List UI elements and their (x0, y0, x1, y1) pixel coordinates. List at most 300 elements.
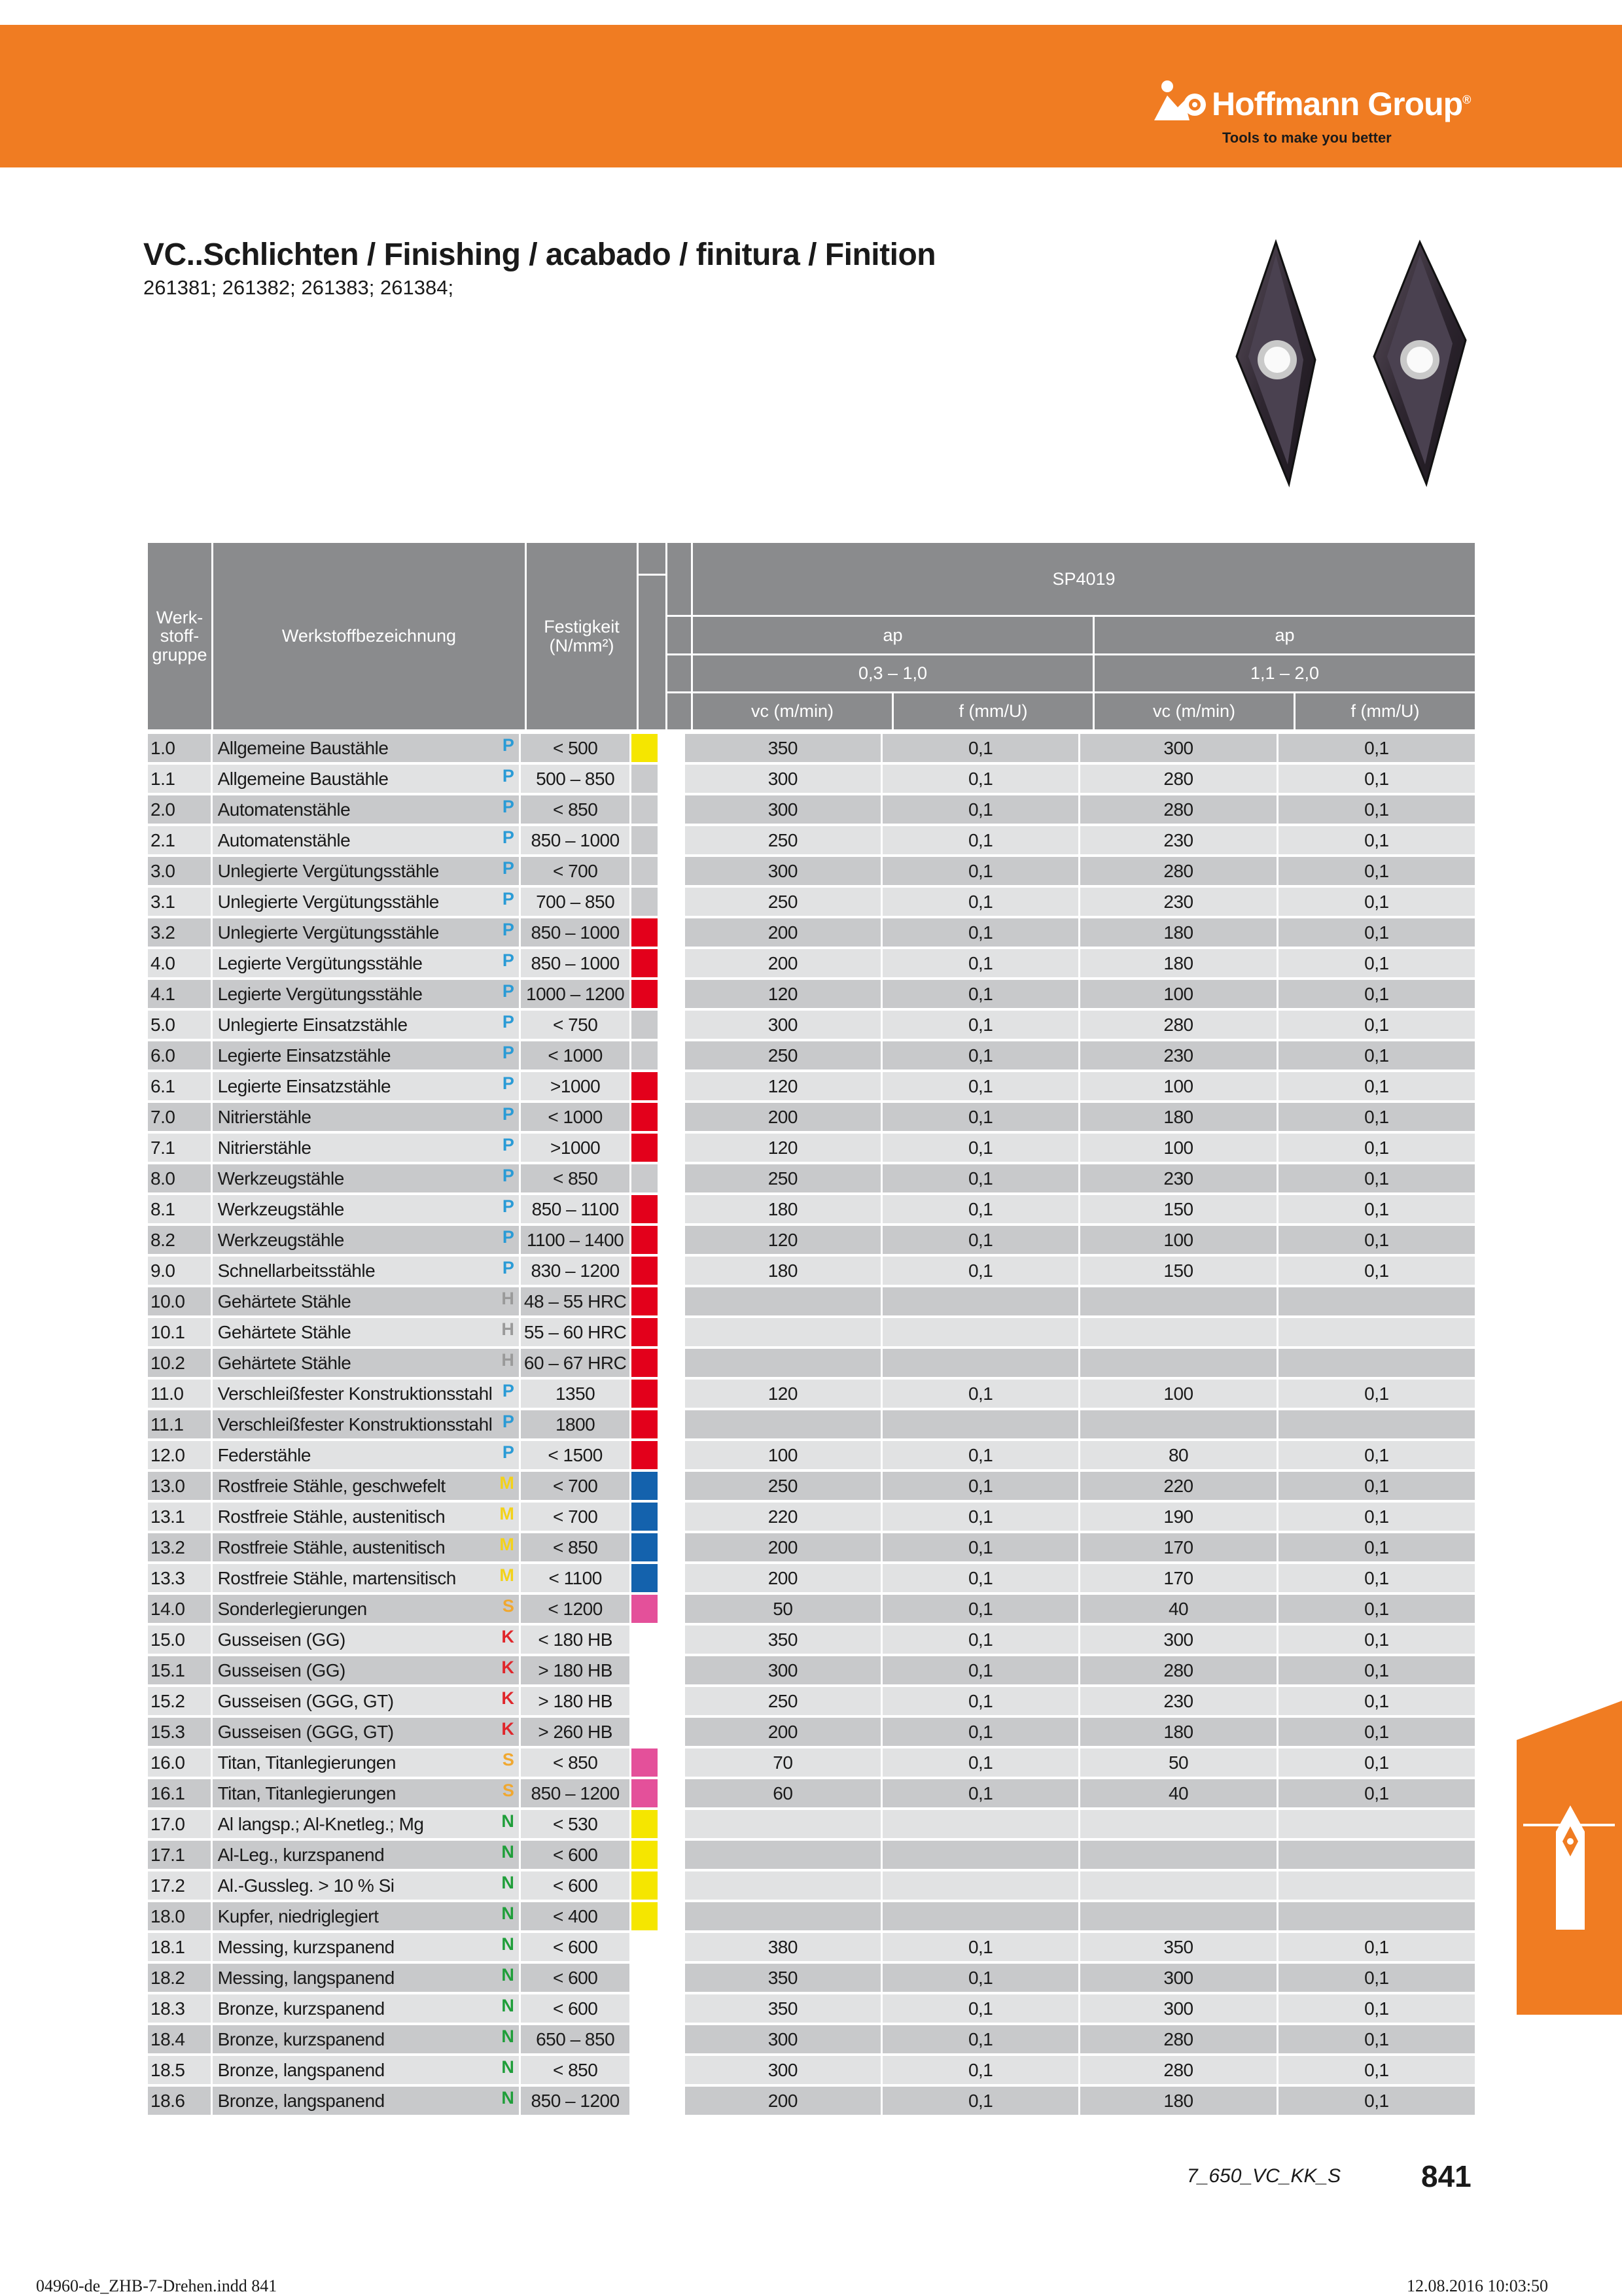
vc-value-range1: 250 (685, 1041, 881, 1070)
iso-group-letter: P (502, 1196, 514, 1216)
vc-value-range1: 300 (685, 1011, 881, 1039)
color-indicator (631, 1871, 658, 1900)
material-name (213, 1718, 520, 1746)
material-group: 18.2 (148, 1964, 211, 1992)
f-value-range1: 0,1 (883, 857, 1078, 885)
header-range-1: 0,3 – 1,0 (693, 655, 1093, 691)
table-row (148, 1839, 1475, 1870)
f-value-range2: 0,1 (1278, 949, 1475, 977)
iso-group-letter: H (501, 1289, 514, 1308)
iso-group-letter: M (499, 1565, 514, 1585)
vc-value-range2 (1080, 1810, 1276, 1838)
column-gap (660, 1841, 682, 1869)
material-strength: 850 – 1200 (521, 2087, 629, 2115)
material-name-text: Allgemeine Baustähle (217, 737, 389, 758)
vc-value-range1 (685, 1871, 881, 1900)
turning-section-tab (1517, 1701, 1622, 2015)
f-value-range2: 0,1 (1278, 1779, 1475, 1807)
f-value-range1: 0,1 (883, 1195, 1078, 1223)
print-slug-left: 04960-de_ZHB-7-Drehen.indd 841 (36, 2276, 277, 2295)
material-name (213, 2025, 520, 2053)
material-strength: >1000 (521, 1072, 629, 1100)
vc-value-range1: 120 (685, 1072, 881, 1100)
f-value-range1: 0,1 (883, 1072, 1078, 1100)
color-indicator (631, 857, 658, 885)
color-indicator (631, 1410, 658, 1438)
f-value-range2: 0,1 (1278, 1134, 1475, 1162)
f-value-range2: 0,1 (1278, 1257, 1475, 1285)
hoffmann-logo (1152, 72, 1492, 150)
column-gap (660, 1472, 682, 1500)
vc-value-range1: 300 (685, 795, 881, 824)
color-indicator (631, 1011, 658, 1039)
iso-group-letter: H (501, 1350, 514, 1370)
material-name-text: Legierte Einsatzstähle (217, 1045, 391, 1066)
f-value-range1 (883, 1902, 1078, 1930)
f-value-range2 (1278, 1902, 1475, 1930)
vc-value-range1: 200 (685, 918, 881, 947)
column-gap (660, 1933, 682, 1961)
material-strength: < 1100 (521, 1564, 629, 1592)
table-row (148, 1747, 1475, 1778)
f-value-range2: 0,1 (1278, 1687, 1475, 1715)
table-row (148, 1501, 1475, 1532)
column-gap (660, 1902, 682, 1930)
f-value-range2: 0,1 (1278, 1503, 1475, 1531)
vc-value-range2: 180 (1080, 1718, 1276, 1746)
color-indicator (631, 1441, 658, 1469)
header-range-2: 1,1 – 2,0 (1095, 655, 1475, 691)
material-strength: 1350 (521, 1380, 629, 1408)
material-name-text: Rostfreie Stähle, austenitisch (217, 1506, 446, 1527)
vc-value-range1: 200 (685, 1103, 881, 1131)
iso-group-letter: P (502, 981, 514, 1001)
f-value-range2: 0,1 (1278, 1380, 1475, 1408)
vc-value-range1 (685, 1902, 881, 1930)
vc-value-range2: 300 (1080, 734, 1276, 762)
vc-value-range2: 300 (1080, 1994, 1276, 2023)
vc-value-range2 (1080, 1349, 1276, 1377)
vc-value-range2: 180 (1080, 949, 1276, 977)
f-value-range2: 0,1 (1278, 826, 1475, 854)
material-group: 7.0 (148, 1103, 211, 1131)
f-value-range2: 0,1 (1278, 2025, 1475, 2053)
material-group: 11.0 (148, 1380, 211, 1408)
vc-value-range2: 100 (1080, 1380, 1276, 1408)
f-value-range2: 0,1 (1278, 765, 1475, 793)
brand-tagline: Tools to make you better (1222, 130, 1392, 146)
material-name-text: Titan, Titanlegierungen (217, 1783, 396, 1803)
f-value-range1: 0,1 (883, 1595, 1078, 1623)
material-strength: < 600 (521, 1841, 629, 1869)
material-name-text: Werkzeugstähle (217, 1168, 344, 1189)
f-value-range1: 0,1 (883, 1380, 1078, 1408)
vc-value-range1 (685, 1841, 881, 1869)
material-group: 18.6 (148, 2087, 211, 2115)
iso-group-letter: P (502, 858, 514, 878)
material-group: 1.0 (148, 734, 211, 762)
vc-value-range2: 180 (1080, 918, 1276, 947)
material-group: 16.1 (148, 1779, 211, 1807)
color-indicator (631, 1933, 658, 1961)
material-strength: < 700 (521, 1472, 629, 1500)
iso-group-letter: K (501, 1719, 514, 1739)
f-value-range2: 0,1 (1278, 1226, 1475, 1254)
vc-value-range2: 100 (1080, 980, 1276, 1008)
iso-group-letter: N (501, 1904, 514, 1923)
iso-group-letter: P (502, 1227, 514, 1247)
column-gap (660, 1072, 682, 1100)
header-gap-4 (667, 693, 691, 729)
material-strength: < 500 (521, 734, 629, 762)
f-value-range1: 0,1 (883, 949, 1078, 977)
vc-value-range1 (685, 1349, 881, 1377)
material-group: 7.1 (148, 1134, 211, 1162)
column-gap (660, 980, 682, 1008)
material-name-text: Unlegierte Vergütungsstähle (217, 860, 439, 881)
column-gap (660, 1626, 682, 1654)
column-gap (660, 1041, 682, 1070)
table-row (148, 856, 1475, 886)
material-strength: < 600 (521, 1994, 629, 2023)
material-strength: 55 – 60 HRC (521, 1318, 629, 1346)
table-row (148, 1163, 1475, 1194)
table-row (148, 1317, 1475, 1348)
material-name-text: Messing, langspanend (217, 1967, 395, 1988)
color-indicator (631, 2025, 658, 2053)
material-name-text: Al.-Gussleg. > 10 % Si (217, 1875, 395, 1896)
f-value-range1 (883, 1349, 1078, 1377)
material-name-text: Al-Leg., kurzspanend (217, 1844, 385, 1865)
f-value-range2: 0,1 (1278, 980, 1475, 1008)
vc-value-range1: 50 (685, 1595, 881, 1623)
f-value-range1: 0,1 (883, 1748, 1078, 1777)
table-row (148, 1962, 1475, 1993)
f-value-range2 (1278, 1410, 1475, 1438)
color-indicator (631, 1964, 658, 1992)
iso-group-letter: S (502, 1596, 514, 1616)
f-value-range1: 0,1 (883, 2087, 1078, 2115)
table-row (148, 1348, 1475, 1378)
vc-value-range2: 280 (1080, 1656, 1276, 1684)
material-group: 3.1 (148, 888, 211, 916)
column-gap (660, 2087, 682, 2115)
vc-value-range1: 380 (685, 1933, 881, 1961)
f-value-range2: 0,1 (1278, 2056, 1475, 2084)
f-value-range1: 0,1 (883, 1533, 1078, 1561)
table-row (148, 1901, 1475, 1932)
material-group: 8.1 (148, 1195, 211, 1223)
material-strength: 850 – 1000 (521, 949, 629, 977)
vc-value-range1: 180 (685, 1257, 881, 1285)
material-name (213, 918, 520, 947)
material-name (213, 1410, 520, 1438)
f-value-range2 (1278, 1287, 1475, 1315)
material-name-text: Gehärtete Stähle (217, 1291, 351, 1312)
f-value-range1: 0,1 (883, 1656, 1078, 1684)
material-group: 13.1 (148, 1503, 211, 1531)
f-value-range1: 0,1 (883, 1441, 1078, 1469)
f-value-range1 (883, 1287, 1078, 1315)
f-value-range1 (883, 1841, 1078, 1869)
table-row (148, 948, 1475, 979)
vc-value-range1: 250 (685, 1472, 881, 1500)
f-value-range1: 0,1 (883, 1103, 1078, 1131)
material-strength: 1100 – 1400 (521, 1226, 629, 1254)
iso-group-letter: S (502, 1781, 514, 1800)
column-gap (660, 1103, 682, 1131)
table-row (148, 2085, 1475, 2116)
material-name-text: Gusseisen (GG) (217, 1629, 345, 1650)
material-name (213, 1287, 520, 1315)
iso-group-letter: P (502, 1412, 514, 1431)
material-group: 11.1 (148, 1410, 211, 1438)
color-indicator (631, 1595, 658, 1623)
vc-value-range1: 200 (685, 2087, 881, 2115)
header-ap-2: ap (1095, 617, 1475, 653)
brand-name: Hoffmann Group® (1212, 86, 1471, 122)
material-name (213, 1994, 520, 2023)
material-strength: 830 – 1200 (521, 1257, 629, 1285)
material-name-text: Rostfreie Stähle, martensitisch (217, 1567, 456, 1588)
material-name (213, 1011, 520, 1039)
column-gap (660, 888, 682, 916)
material-name-text: Gehärtete Stähle (217, 1321, 351, 1342)
material-name (213, 1072, 520, 1100)
material-strength: < 850 (521, 2056, 629, 2084)
iso-group-letter: N (501, 2088, 514, 2108)
table-row (148, 1440, 1475, 1470)
vc-value-range2: 100 (1080, 1226, 1276, 1254)
header-gap-2 (667, 617, 691, 653)
iso-group-letter: P (502, 735, 514, 755)
vc-value-range2: 100 (1080, 1134, 1276, 1162)
header-gap-3 (667, 655, 691, 691)
material-name (213, 1533, 520, 1561)
vc-value-range2: 230 (1080, 888, 1276, 916)
column-gap (660, 1656, 682, 1684)
material-name (213, 795, 520, 824)
vc-value-range2 (1080, 1318, 1276, 1346)
material-name-text: Bronze, langspanend (217, 2059, 385, 2080)
vc-value-range1 (685, 1318, 881, 1346)
column-gap (660, 734, 682, 762)
material-name-text: Bronze, kurzspanend (217, 2028, 385, 2049)
iso-group-letter: P (502, 1442, 514, 1462)
column-gap (660, 1595, 682, 1623)
material-name (213, 949, 520, 977)
vc-value-range2: 40 (1080, 1779, 1276, 1807)
material-name (213, 1933, 520, 1961)
material-group: 18.3 (148, 1994, 211, 2023)
header-designation: Werkstoffbezeichnung (213, 543, 525, 729)
table-row (148, 917, 1475, 948)
f-value-range1: 0,1 (883, 1011, 1078, 1039)
color-indicator (631, 1041, 658, 1070)
table-row (148, 2055, 1475, 2085)
f-value-range1: 0,1 (883, 1626, 1078, 1654)
vc-value-range2 (1080, 1871, 1276, 1900)
material-name (213, 1687, 520, 1715)
f-value-range2: 0,1 (1278, 857, 1475, 885)
table-row (148, 763, 1475, 794)
material-name (213, 765, 520, 793)
color-indicator (631, 1318, 658, 1346)
header-vc-1: vc (m/min) (693, 693, 892, 729)
color-indicator (631, 1994, 658, 2023)
f-value-range1: 0,1 (883, 2025, 1078, 2053)
material-name-text: Schnellarbeitsstähle (217, 1260, 376, 1281)
vc-value-range1: 300 (685, 2025, 881, 2053)
iso-group-letter: N (501, 2026, 514, 2046)
material-strength: > 260 HB (521, 1718, 629, 1746)
material-name (213, 1195, 520, 1223)
material-group: 18.5 (148, 2056, 211, 2084)
f-value-range1: 0,1 (883, 1472, 1078, 1500)
f-value-range2: 0,1 (1278, 1011, 1475, 1039)
table-row (148, 1040, 1475, 1071)
vc-value-range2: 280 (1080, 857, 1276, 885)
material-name (213, 2087, 520, 2115)
column-gap (660, 1964, 682, 1992)
material-strength: 500 – 850 (521, 765, 629, 793)
f-value-range1: 0,1 (883, 734, 1078, 762)
table-row (148, 1870, 1475, 1901)
vc-value-range2: 350 (1080, 1933, 1276, 1961)
color-indicator (631, 1349, 658, 1377)
vc-value-range1: 60 (685, 1779, 881, 1807)
material-name (213, 1810, 520, 1838)
material-name-text: Unlegierte Vergütungsstähle (217, 891, 439, 912)
column-gap (660, 1503, 682, 1531)
vc-value-range2: 40 (1080, 1595, 1276, 1623)
material-name-text: Werkzeugstähle (217, 1229, 344, 1250)
f-value-range1 (883, 1810, 1078, 1838)
vc-value-range2: 230 (1080, 1164, 1276, 1192)
column-gap (660, 1134, 682, 1162)
material-name (213, 1226, 520, 1254)
iso-group-letter: P (502, 1135, 514, 1155)
color-indicator (631, 1718, 658, 1746)
vc-value-range2 (1080, 1841, 1276, 1869)
material-strength: >1000 (521, 1134, 629, 1162)
f-value-range2: 0,1 (1278, 1718, 1475, 1746)
color-indicator (631, 1626, 658, 1654)
vc-value-range1: 350 (685, 1994, 881, 2023)
f-value-range1: 0,1 (883, 1964, 1078, 1992)
material-name-text: Legierte Vergütungsstähle (217, 983, 423, 1004)
color-indicator (631, 1195, 658, 1223)
material-name (213, 1441, 520, 1469)
material-strength: > 180 HB (521, 1687, 629, 1715)
material-name (213, 1472, 520, 1500)
vc-value-range2: 50 (1080, 1748, 1276, 1777)
vc-value-range2: 280 (1080, 2056, 1276, 2084)
f-value-range2: 0,1 (1278, 1072, 1475, 1100)
vc-value-range1: 120 (685, 1134, 881, 1162)
table-row (148, 1993, 1475, 2024)
vc-value-range1: 200 (685, 949, 881, 977)
f-value-range1: 0,1 (883, 1779, 1078, 1807)
f-value-range1: 0,1 (883, 918, 1078, 947)
material-group: 13.3 (148, 1564, 211, 1592)
material-name (213, 1349, 520, 1377)
header-gap-1 (667, 543, 691, 615)
iso-group-letter: M (499, 1473, 514, 1493)
iso-group-letter: N (501, 1934, 514, 1954)
material-strength: < 180 HB (521, 1626, 629, 1654)
iso-group-letter: N (501, 1842, 514, 1862)
table-row (148, 1655, 1475, 1686)
material-name-text: Gusseisen (GGG, GT) (217, 1721, 394, 1742)
table-row (148, 794, 1475, 825)
material-name-text: Unlegierte Vergütungsstähle (217, 922, 439, 943)
material-group: 10.2 (148, 1349, 211, 1377)
vc-value-range2: 220 (1080, 1472, 1276, 1500)
vc-value-range2: 230 (1080, 1041, 1276, 1070)
vc-value-range1: 200 (685, 1718, 881, 1746)
material-group: 6.0 (148, 1041, 211, 1070)
material-name-text: Rostfreie Stähle, austenitisch (217, 1537, 446, 1557)
f-value-range2 (1278, 1349, 1475, 1377)
material-strength: < 600 (521, 1964, 629, 1992)
vc-value-range1: 300 (685, 857, 881, 885)
vc-value-range1: 70 (685, 1748, 881, 1777)
color-indicator (631, 1226, 658, 1254)
table-row (148, 1102, 1475, 1132)
material-strength: < 600 (521, 1933, 629, 1961)
f-value-range1: 0,1 (883, 1226, 1078, 1254)
header-f-1: f (mm/U) (894, 693, 1093, 729)
material-group: 16.0 (148, 1748, 211, 1777)
iso-group-letter: P (502, 1104, 514, 1124)
material-group: 3.0 (148, 857, 211, 885)
color-indicator (631, 1380, 658, 1408)
column-gap (660, 1718, 682, 1746)
color-indicator (631, 1841, 658, 1869)
iso-group-letter: N (501, 1811, 514, 1831)
color-indicator (631, 1779, 658, 1807)
table-row (148, 1716, 1475, 1747)
iso-group-letter: P (502, 797, 514, 816)
f-value-range2: 0,1 (1278, 1441, 1475, 1469)
f-value-range2: 0,1 (1278, 918, 1475, 947)
material-name-text: Verschleißfester Konstruktionsstahl (217, 1414, 493, 1435)
material-strength: 48 – 55 HRC (521, 1287, 629, 1315)
f-value-range1: 0,1 (883, 1687, 1078, 1715)
column-gap (660, 1564, 682, 1592)
material-name-text: Rostfreie Stähle, geschwefelt (217, 1475, 446, 1496)
f-value-range1: 0,1 (883, 2056, 1078, 2084)
material-name (213, 2056, 520, 2084)
column-gap (660, 1226, 682, 1254)
vc-value-range1: 250 (685, 888, 881, 916)
vc-value-range2: 280 (1080, 1011, 1276, 1039)
insert-left-image (1237, 242, 1315, 484)
table-row (148, 2024, 1475, 2055)
table-row (148, 1194, 1475, 1225)
material-name-text: Unlegierte Einsatzstähle (217, 1014, 408, 1035)
material-name (213, 1564, 520, 1592)
material-strength: < 530 (521, 1810, 629, 1838)
color-indicator (631, 1687, 658, 1715)
column-gap (660, 1349, 682, 1377)
material-strength: < 600 (521, 1871, 629, 1900)
material-strength: < 1500 (521, 1441, 629, 1469)
material-name (213, 1318, 520, 1346)
f-value-range2 (1278, 1810, 1475, 1838)
vc-value-range1: 120 (685, 1380, 881, 1408)
